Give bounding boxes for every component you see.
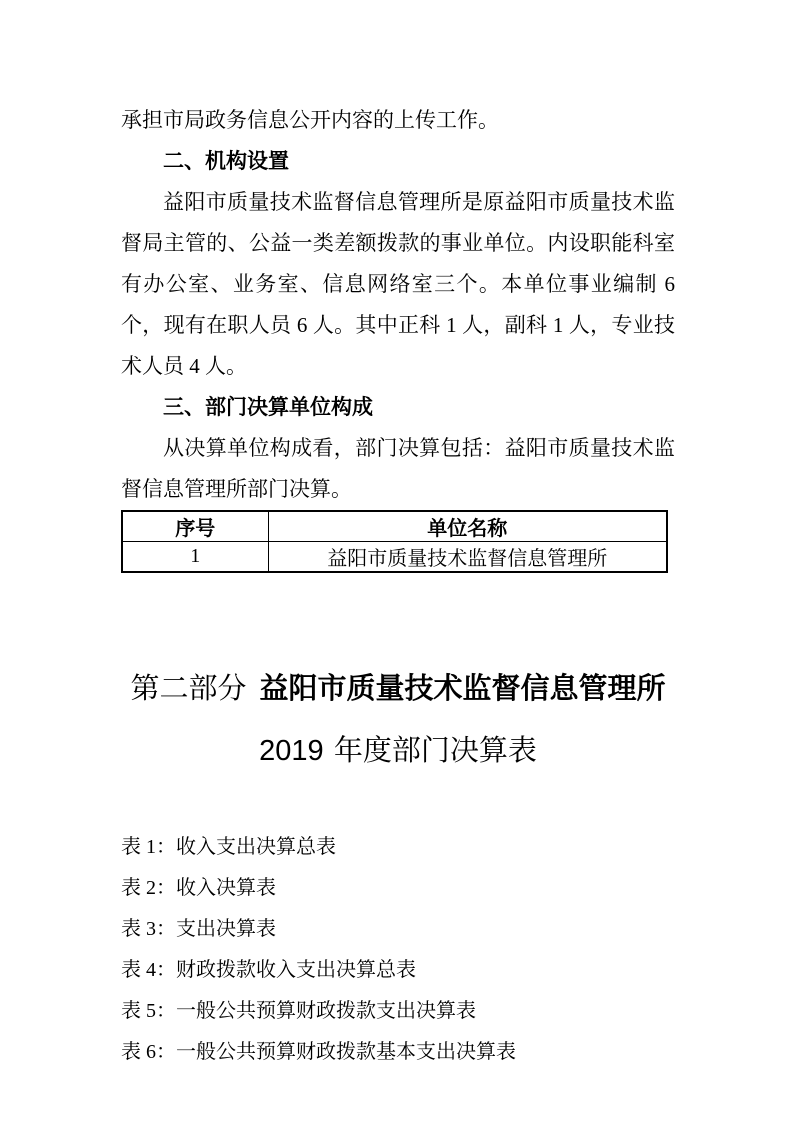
unit-table-cell-name: 益阳市质量技术监督信息管理所 xyxy=(268,542,667,573)
list-item-table6: 表 6：一般公共预算财政拨款基本支出决算表 xyxy=(121,1041,516,1063)
list-item-table4: 表 4：财政拨款收入支出决算总表 xyxy=(121,959,416,981)
unit-table-header-name: 单位名称 xyxy=(268,511,667,542)
part2-title xyxy=(121,658,675,782)
list-item-table5: 表 5：一般公共预算财政拨款支出决算表 xyxy=(121,1000,476,1022)
paragraph-intro-tail: 承担市局政务信息公开内容的上传工作。 xyxy=(121,108,499,132)
unit-table-cell-seq: 1 xyxy=(122,542,268,573)
part2-title-line1 xyxy=(121,658,675,720)
statement-table-list xyxy=(121,827,675,1073)
unit-table-header-seq: 序号 xyxy=(122,511,268,542)
part2-title-line2 xyxy=(121,720,675,782)
section-heading-unit-composition: 三、部门决算单位构成 xyxy=(163,396,373,419)
list-item-table2: 表 2：收入决算表 xyxy=(121,877,276,899)
section-heading-org-setup: 二、机构设置 xyxy=(163,150,289,173)
part2-title-suffix: 年度部门决算表 xyxy=(333,735,537,767)
unit-table-header-row xyxy=(122,511,667,542)
part2-title-prefix: 第二部分 xyxy=(130,673,247,705)
list-item-table1: 表 1：收入支出决算总表 xyxy=(121,836,336,858)
paragraph-unit-composition: 从决算单位构成看，部门决算包括：益阳市质量技术监督信息管理所部门决算。 xyxy=(121,436,675,501)
part2-title-unit-name: 益阳市质量技术监督信息管理所 xyxy=(259,673,666,705)
unit-table xyxy=(121,510,668,573)
list-item-table3: 表 3：支出决算表 xyxy=(121,918,276,940)
part2-title-year: 2019 xyxy=(259,735,324,767)
paragraph-org-setup: 益阳市质量技术监督信息管理所是原益阳市质量技术监督局主管的、公益一类差额拨款的事业单位。内设职能科室有办公室、业务室、信息网络室三个。本单位事业编制 6 个，现有在职人员 6 人。其中正科 1 人，副科 1 人，专业技术人员 4 人。 xyxy=(121,190,675,378)
table-row xyxy=(122,542,667,573)
